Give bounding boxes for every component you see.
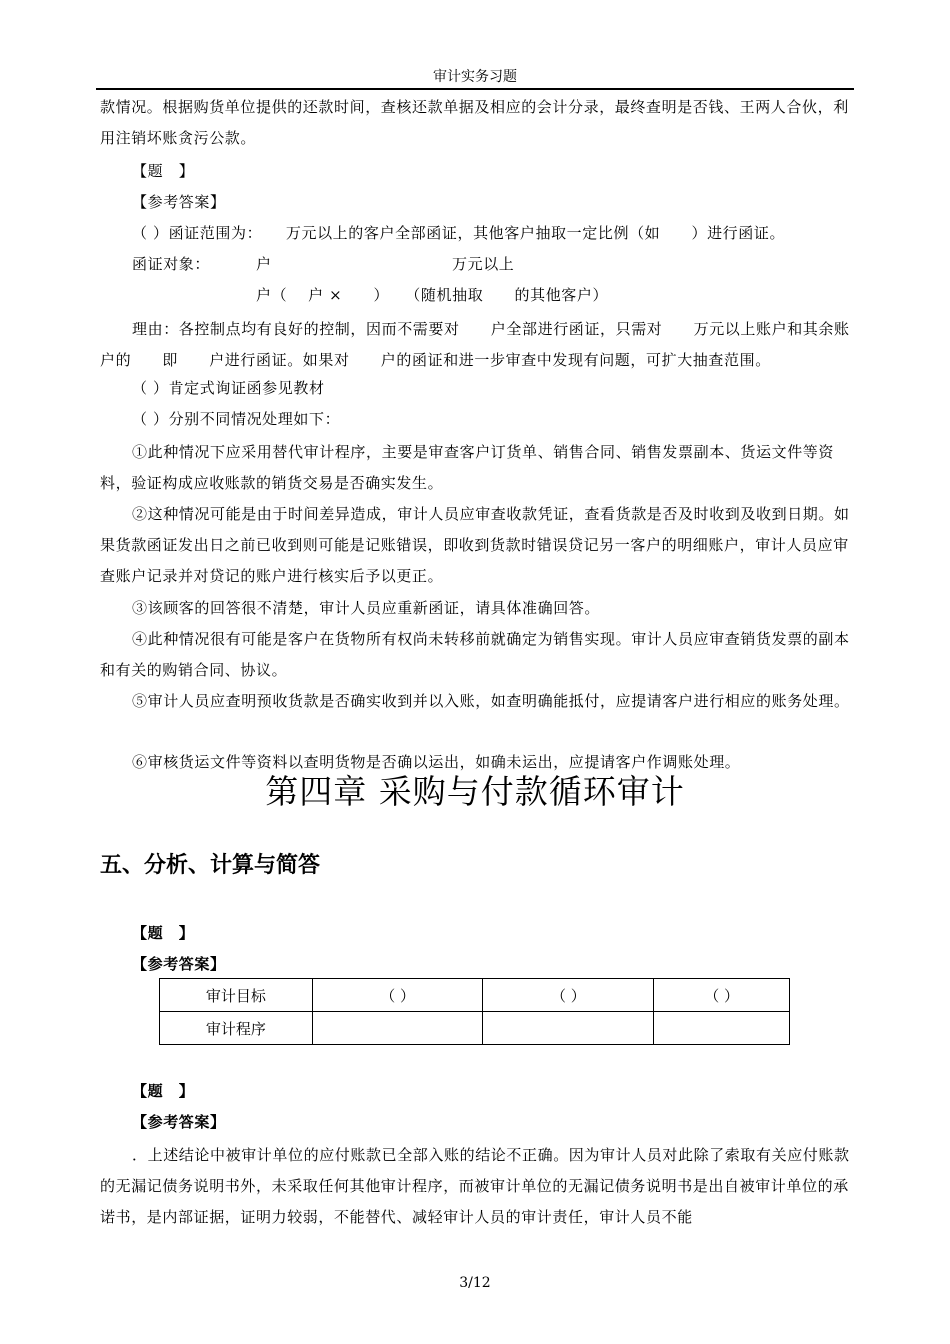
table-header-cell: 审计程序: [160, 1012, 313, 1045]
section-title: 五、分析、计算与简答: [100, 853, 321, 878]
page-number: 3/12: [459, 1275, 491, 1291]
answer-label: 【参考答案】: [132, 1113, 226, 1131]
case-2: ②这种情况可能是由于时间差异造成，审计人员应审查收款凭证，查看货款是否及时收到及收到日期。如果货款函证发出日之前已收到则可能是记账错误，即收到货款时错误贷记另一客户的明细账户，审计人员应审查账户记录并对贷记的账户进行核实后予以更正。: [100, 505, 850, 585]
case-5: ⑤审计人员应查明预收货款是否确实收到并以入账，如查明确能抵付，应提请客户进行相应的账务处理。: [132, 692, 850, 710]
answer-paragraph: ．上述结论中被审计单位的应付账款已全部入账的结论不正确。因为审计人员对此除了索取有关应付账款的无漏记债务说明书外，未采取任何其他审计程序，而被审计单位的无漏记债务说明书是出自被审计单位的承诺书，是内部证据，证明力较弱，不能替代、减轻审计人员的审计责任，审计人员不能: [100, 1146, 850, 1226]
page-header-title: 审计实务习题: [433, 69, 517, 85]
table-cell: [312, 1012, 483, 1045]
table-cell: （ ）: [654, 979, 790, 1012]
table-header-cell: 审计目标: [160, 979, 313, 1012]
audit-table: [159, 978, 790, 1045]
case-6: ⑥审核货运文件等资料以查明货物是否确以运出，如确未运出，应提请客户作调账处理。: [132, 753, 741, 771]
confirmation-object-threshold: 万元以上: [452, 255, 515, 273]
reason-paragraph: 理由：各控制点均有良好的控制，因而不需要对 户全部进行函证，只需对 万元以上账户和其余账户的 即 户进行函证。如果对 户的函证和进一步审查中发现有问题，可扩大抽查范围。: [100, 320, 850, 369]
table-cell: （ ）: [483, 979, 654, 1012]
paragraph-continuation: 款情况。根据购货单位提供的还款时间，查核还款单据及相应的会计分录，最终查明是否钱、王两人合伙，利用注销坏账贪污公款。: [100, 98, 849, 147]
case-3: ③该顾客的回答很不清楚，审计人员应重新函证，请具体准确回答。: [132, 599, 601, 617]
item-2: （ ）肯定式询证函参见教材: [132, 379, 325, 397]
confirmation-object-unit: 户: [256, 255, 272, 273]
confirmation-scope: （ ）函证范围为： 万元以上的客户全部函证，其他客户抽取一定比例（如 ）进行函证。: [132, 224, 786, 242]
item-3: （ ）分别不同情况处理如下：: [132, 410, 341, 428]
table-row: [160, 1012, 790, 1045]
question-label: 【题 】: [132, 162, 195, 180]
question-label: 【题 】: [132, 924, 195, 942]
header-rule: [96, 88, 854, 90]
table-row: [160, 979, 790, 1012]
table-cell: [483, 1012, 654, 1045]
chapter-title: 第四章 采购与付款循环审计: [265, 772, 685, 811]
answer-label: 【参考答案】: [132, 193, 226, 211]
case-1: ①此种情况下应采用替代审计程序，主要是审查客户订货单、销售合同、销售发票副本、货运文件等资料，验证构成应收账款的销货交易是否确实发生。: [100, 443, 835, 492]
table-cell: （ ）: [312, 979, 483, 1012]
table-cell: [654, 1012, 790, 1045]
confirmation-object-line2: 户（ 户 × ） （随机抽取 的其他客户）: [256, 286, 609, 304]
confirmation-object-label: 函证对象：: [132, 255, 211, 273]
case-4: ④此种情况很有可能是客户在货物所有权尚未转移前就确定为销售实现。审计人员应审查销货发票的副本和有关的购销合同、协议。: [100, 630, 850, 679]
question-label: 【题 】: [132, 1082, 195, 1100]
answer-label: 【参考答案】: [132, 955, 226, 973]
